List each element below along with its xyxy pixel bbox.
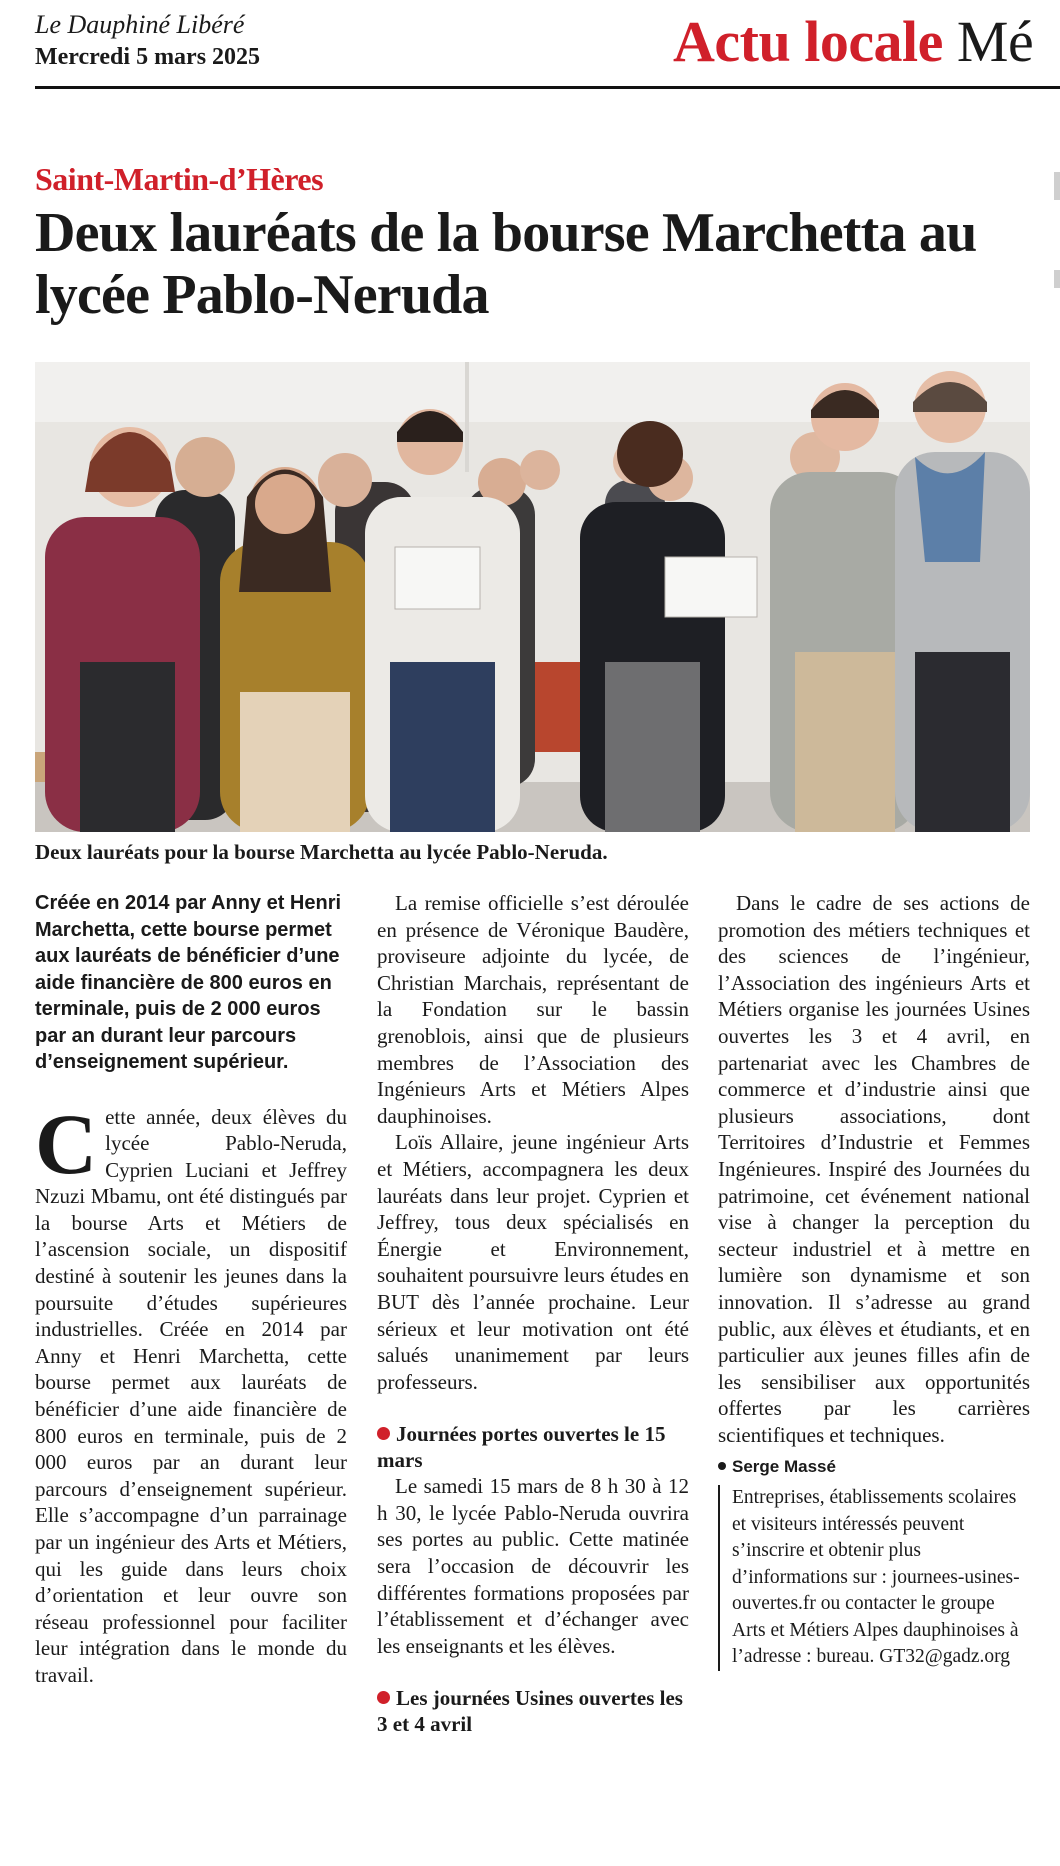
section-title <box>673 8 1033 75</box>
article-body-paragraph: Dans le cadre de ses actions de promotion des métiers techniques et des sciences de l’ingénieur, l’Association des ingénieurs Arts et Métiers organise les journées Usines ouvertes les 3 et 4 avril, en partenariat avec les Chambres de commerce et d’industrie ainsi que plusieurs associations, dont Territoires d’Industrie et Femmes Ingénieures. Inspiré des Journées du patrimoine, cet événement national vise à changer la perception du secteur industriel et à mettre en lumière son dynamisme et son innovation. Il s’adresse au grand public, aux élèves et étudiants, et en particulier aux jeunes filles afin de les sensibiliser aux opportunités offertes par les carrières scientifiques et techniques. <box>718 891 1030 1447</box>
article-body-paragraph: La remise officielle s’est déroulée en présence de Véronique Baudère, proviseure adjointe du lycée, de Christian Marchais, représentant de la Fondation sur le bassin grenoblois, ainsi que de plusieurs membres de l’Association des Ingénieurs Arts et Métiers Alpes dauphinoises. <box>377 891 689 1128</box>
subheading-text: Les journées Usines ouvertes les 3 et 4 avril <box>377 1686 683 1737</box>
article-byline <box>718 1454 1030 1481</box>
masthead <box>0 0 1060 88</box>
article-body-paragraph: Le samedi 15 mars de 8 h 30 à 12 h 30, le lycée Pablo-Neruda ouvrira ses portes au public. Cette matinée sera l’occasion de découvrir les différentes formations proposées par l’établissement et d’échanger avec les enseignants et les élèves. <box>377 1474 689 1658</box>
subheading-text: Journées portes ouvertes le 15 mars <box>377 1422 666 1473</box>
section-label: Actu locale <box>673 9 943 74</box>
page-edge-mark <box>1054 270 1060 288</box>
article-column-3 <box>718 890 1030 1671</box>
publication-date: Mercredi 5 mars 2025 <box>35 44 261 70</box>
article-photo <box>35 362 1030 832</box>
subheading-open-day <box>377 1421 689 1473</box>
subheading-factories <box>377 1685 689 1737</box>
drop-cap: C <box>35 1095 98 1192</box>
info-box: Entreprises, établissements scolaires et visiteurs intéressés peuvent s’inscrire et obtenir plus d’informations sur : journees-usines-ouvertes.fr ou contacter le groupe Arts et Métiers Alpes dauphinoises à l’adresse : bureau. GT32@gadz.org <box>718 1485 1030 1671</box>
article-body-paragraph: Loïs Allaire, jeune ingénieur Arts et Métiers, accompagnera les deux lauréats dans leur projet. Cyprien et Jeffrey, tous deux spécialisés en Énergie et Environnement, souhaitent poursuivre leurs études en BUT dès l’année prochaine. Leur sérieux et leur motivation ont été salués unanimement par leurs professeurs. <box>377 1130 689 1394</box>
article-body-paragraph <box>35 1095 347 1689</box>
red-bullet-icon <box>377 1427 390 1440</box>
byline-bullet-icon <box>718 1462 726 1470</box>
author-name: Serge Massé <box>732 1457 836 1477</box>
red-bullet-icon <box>377 1691 390 1704</box>
newspaper-name: Le Dauphiné Libéré <box>35 10 245 39</box>
article-lead: Créée en 2014 par Anny et Henri Marchetta, cette bourse permet aux lauréats de bénéficier d’une aide financière de 800 euros en terminale, puis de 2 000 euros par an durant leur parcours d’enseignement supérieur. <box>35 892 342 1073</box>
article-column-1 <box>35 890 347 1689</box>
photo-caption: Deux lauréats pour la bourse Marchetta au lycée Pablo-Neruda. <box>35 840 608 864</box>
article-column-2 <box>377 890 689 1737</box>
page-edge-mark <box>1054 172 1060 200</box>
section-cut-label: Mé <box>956 9 1034 74</box>
article-kicker: Saint-Martin-d’Hères <box>35 161 324 197</box>
group-photo-illustration <box>35 362 1030 832</box>
masthead-rule <box>35 86 1060 89</box>
article-body-text: ette année, deux élèves du lycée Pablo-Neruda, Cyprien Luciani et Jeffrey Nzuzi Mbamu, ont été distingués par la bourse Arts et Métiers de l’ascension sociale, un dispositif destiné à soutenir les jeunes dans la poursuite d’études supérieures industrielles. Créée en 2014 par Anny et Henri Marchetta, cette bourse permet aux lauréats de bénéficier d’une aide financière de 800 euros en terminale, puis de 2 000 euros par an durant leur parcours d’enseignement supérieur. Elle s’accompagne d’un parrainage par un ingénieur des Arts et Métiers, qui les guide dans leurs choix d’orientation et leur ouvre son réseau professionnel pour faciliter leur intégration dans le monde du travail. <box>35 1104 347 1687</box>
article-headline: Deux lauréats de la bourse Marchetta au lycée Pablo-Neruda <box>35 202 977 326</box>
